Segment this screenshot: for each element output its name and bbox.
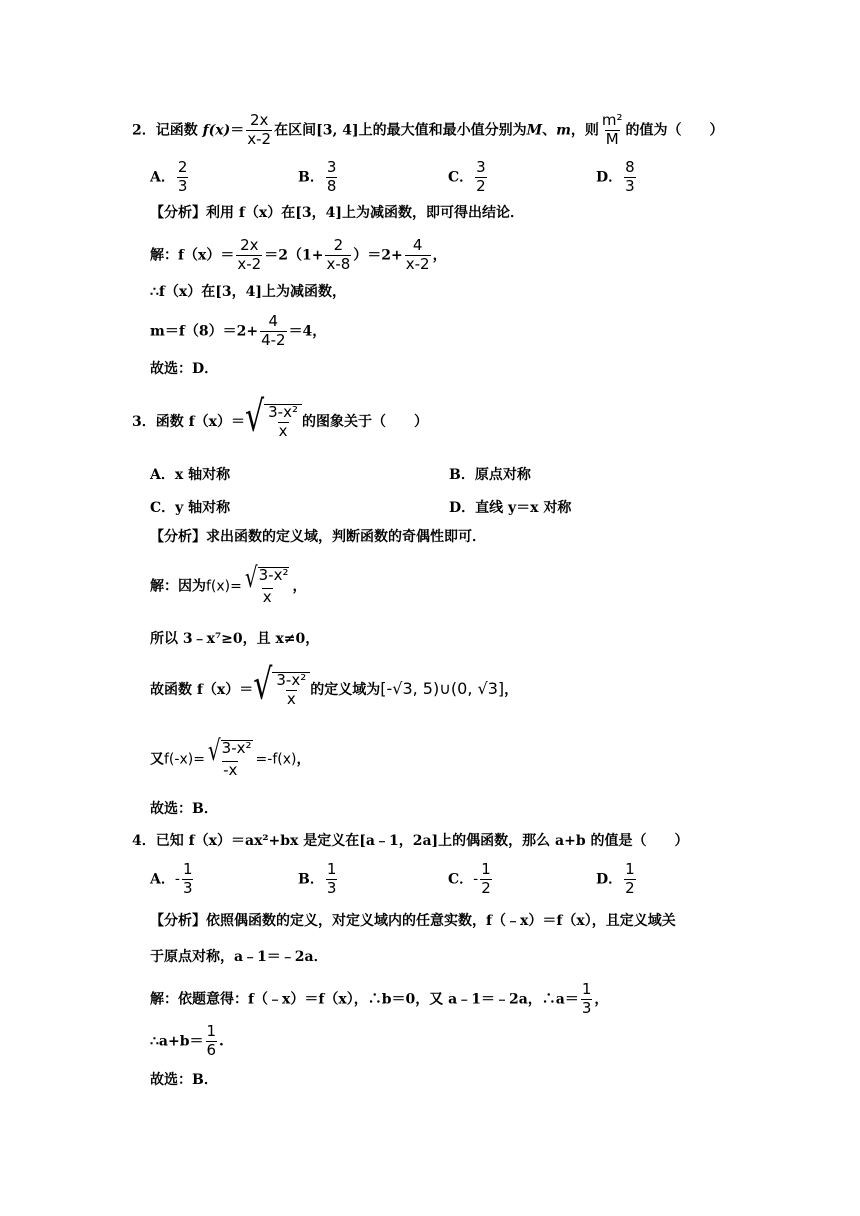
q3-sol3-num: 3-x² [276,671,307,689]
q4-opt-d-den: 2 [625,878,635,897]
q3-stem-b: 的图象关于（ ） [301,413,428,430]
q2-opt-b-num: 3 [326,158,337,176]
q2-stem-text-d: 的值为（ ） [625,122,724,139]
q3-sol3-radicand [272,672,310,708]
q2-opt-d-label: D． [596,169,623,186]
q4-analysis-line1: 【分析】依照偶函数的定义，对定义域内的任意实数，f（﹣x）＝f（x），且定义域关 [150,913,676,929]
q4-solution-line2 [150,1024,224,1059]
q4-sol1-num: 1 [581,980,592,998]
q4-opt-c-label: C． [448,871,474,888]
q4-sol1-frac [581,982,593,1017]
q2-sol1-f2n: 2 [333,236,344,254]
q2-option-c [448,160,489,195]
q2-sol3-frac [260,314,287,349]
q2-opt-c-den: 2 [476,176,486,195]
q3-rad-frac [267,405,299,440]
q3-sol1-a: 解：因为 [150,578,206,595]
q2-opt-b-frac [326,160,338,195]
q2-sol1-frac1 [236,238,262,273]
q3-answer: 故选：B． [150,801,218,817]
q2-opt-a-den: 3 [177,176,188,195]
q2-option-b [298,160,339,195]
q4-opt-a-den: 3 [182,878,193,897]
q4-analysis-line2: 于原点对称，a﹣1＝﹣2a． [150,949,328,965]
q3-sol4-f: f(-x)= [164,751,205,768]
q4-opt-a-label: A． [150,871,175,888]
q3-stem-a: 函数 f（x）＝ [155,413,245,430]
q2-stem-text-b: 在区间[3, 4]上的最大值和最小值分别为 [274,122,527,139]
q2-sol1-a: 解：f（x）＝ [150,247,235,264]
q4-sol2-end: . [219,1033,224,1050]
q3-sol3-a: 故函数 f（x）＝ [150,681,254,698]
q2-opt-c-frac [475,160,487,195]
q2-opt-a-label: A． [150,169,175,186]
q4-option-a [150,862,195,897]
q4-opt-a-frac [182,862,194,897]
q4-sol2-den: 6 [206,1040,217,1059]
q3-domain: [-√3, 5)∪(0, √3] [380,678,505,698]
q2-sol1-b: ＝2（1+ [264,247,324,264]
q2-eq: ＝ [230,122,245,139]
q3-option-b: B．原点对称 [449,467,531,483]
q2-opt-c-num: 3 [476,158,486,176]
q2-x: x [215,122,224,139]
q4-opt-d-label: D． [596,871,623,888]
q2-stem: 2．记函数 f(x)＝ $\frac{2x}{x-2}$ 在区间[3, 4]上的最大值和最小值分别为M、m，则 $\frac{\text{m²}}{M}$ 的值为（ ） [132,111,724,148]
q2-frac-den: x-2 [247,129,272,148]
q4-sol2-num: 1 [206,1022,217,1040]
q2-sol1-f3d: x-2 [405,254,430,273]
q4-stem-text: 已知 f（x）＝ax²+bx 是定义在[a﹣1，2a]上的偶函数，那么 a+b 的值是（ ） [155,833,689,849]
q2-sol1-d: ， [432,247,447,264]
q4-opt-b-num: 1 [326,860,337,878]
q3-rad-den: x [278,421,288,440]
q3-solution-line4 [150,733,311,779]
q3-sol1-frac [244,560,291,606]
q4-opt-c-den: 2 [481,878,491,897]
q2-solution-line2: ∴f（x）在[3，4]上为减函数， [150,284,347,300]
q2-sol3-fd: 4-2 [261,330,286,349]
q3-sol4-b: =-f(x) [255,751,297,768]
q2-sol3-fn: 4 [268,312,279,330]
q2-sol3-a: m＝f（8）＝2+ [150,323,259,340]
q2-ratio [601,113,624,148]
q3-rad-num: 3-x² [268,403,298,421]
q4-opt-c-frac [480,862,492,897]
q4-option-c [448,862,494,897]
q3-number: 3． [132,413,156,430]
q3-sol1-f: f(x)= [206,578,242,595]
q2-sol1-f3n: 4 [412,236,423,254]
q2-sol1-f2d: x-8 [326,254,351,273]
q3-solution-line1 [150,560,307,606]
q3-sol1-den: x [262,588,272,606]
q2-sol1-f1n: 2x [240,236,259,254]
q2-f: f [202,122,209,139]
q2-sol1-frac2 [325,238,351,273]
q2-sol1-c: ）＝2+ [353,247,403,264]
sqrt-icon: √ [244,560,258,594]
q3-sol4-den: -x [223,761,238,779]
q3-option-d: D．直线 y＝x 对称 [449,500,572,516]
q3-sol1-radical [244,560,290,594]
q3-sol1-radicand: 3-x² [258,567,290,587]
q2-fraction [246,113,272,148]
q2-sol3-b: ＝4， [288,323,327,340]
q2-analysis: 【分析】利用 f（x）在[3，4]上为减函数，即可得出结论． [150,205,524,221]
q2-opt-a-num: 2 [177,158,188,176]
q4-opt-d-num: 1 [625,860,635,878]
q4-sol1-end: ， [594,991,609,1008]
q3-sol3-radical [253,660,310,710]
q4-opt-c-num: 1 [481,860,491,878]
q3-sol3-den: x [286,689,296,708]
sqrt-icon: √ [245,392,265,442]
q2-number: 2． [132,122,156,139]
q2-ratio-den: M [605,129,619,148]
q3-sol4-end: ， [296,751,311,768]
q2-option-a [150,160,190,195]
q4-opt-d-frac [624,862,636,897]
q3-sol4-radical [207,733,253,767]
q2-sol1-f1d: x-2 [237,254,262,273]
q2-M: M [526,122,543,139]
q4-answer: 故选：B． [150,1072,218,1088]
q2-sep: 、 [542,122,557,139]
q4-solution-line1 [150,982,608,1017]
sqrt-icon: √ [253,660,273,710]
q4-opt-b-den: 3 [326,878,337,897]
q2-stem-text-c: ，则 [570,122,599,139]
q3-radicand [264,404,302,440]
q2-m: m [556,122,571,139]
q2-opt-a-frac [177,160,189,195]
q3-sol1-num [244,560,291,594]
q3-sol3-b: 的定义域为 [310,681,381,698]
q2-opt-d-den: 3 [625,176,635,195]
q4-sol1-a: 解：依题意得：f（﹣x）＝f（x），∴b＝0，又 a﹣1＝﹣2a，∴a＝ [150,991,579,1008]
q2-ratio-num: m² [601,111,623,129]
q3-radical [245,392,302,442]
q2-opt-d-num: 8 [625,158,635,176]
q4-opt-b-label: B． [298,871,324,888]
q2-sol1-frac3 [405,238,431,273]
q3-option-c: C．y 轴对称 [150,500,231,516]
q2-solution-line1 [150,238,447,273]
q3-analysis: 【分析】求出函数的定义域，判断函数的奇偶性即可． [150,529,486,545]
q4-opt-a-num: 1 [182,860,193,878]
q2-answer: 故选：D． [150,361,219,377]
q2-solution-line3 [150,314,326,349]
q2-opt-b-label: B． [298,169,324,186]
q3-sol4-num [207,733,254,767]
q3-domain-end: ， [504,681,519,698]
q4-opt-a-sign: - [174,871,180,888]
q3-solution-line3 [150,660,519,710]
q4-number: 4． [132,833,156,849]
q4-sol2-a: ∴a+b＝ [150,1033,204,1050]
q2-opt-c-label: C． [448,169,474,186]
q4-sol1-den: 3 [581,998,592,1017]
q4-opt-c-sign: - [473,871,479,888]
q2-option-d [596,160,638,195]
q3-sol4-frac [207,733,254,779]
q2-frac-num: 2x [249,111,269,129]
q4-stem [132,834,689,848]
q4-option-b [298,862,339,897]
q3-stem [132,392,428,442]
q2-stem-text: 记函数 [155,122,198,139]
q3-option-a: A．x 轴对称 [150,467,231,483]
q3-sol4-radicand: 3-x² [221,740,253,760]
q4-option-d [596,862,638,897]
q3-solution-line2: 所以 3﹣x⁷≥0，且 x≠0， [150,631,320,647]
sqrt-icon: √ [207,733,221,767]
q4-opt-b-frac [326,862,338,897]
q3-sol3-frac [275,673,307,708]
q2-opt-b-den: 8 [326,176,337,195]
q2-opt-d-frac [624,160,636,195]
q3-sol4-a: 又 [150,751,164,768]
q3-sol1-end: ， [292,578,307,595]
q4-sol2-frac [206,1024,218,1059]
